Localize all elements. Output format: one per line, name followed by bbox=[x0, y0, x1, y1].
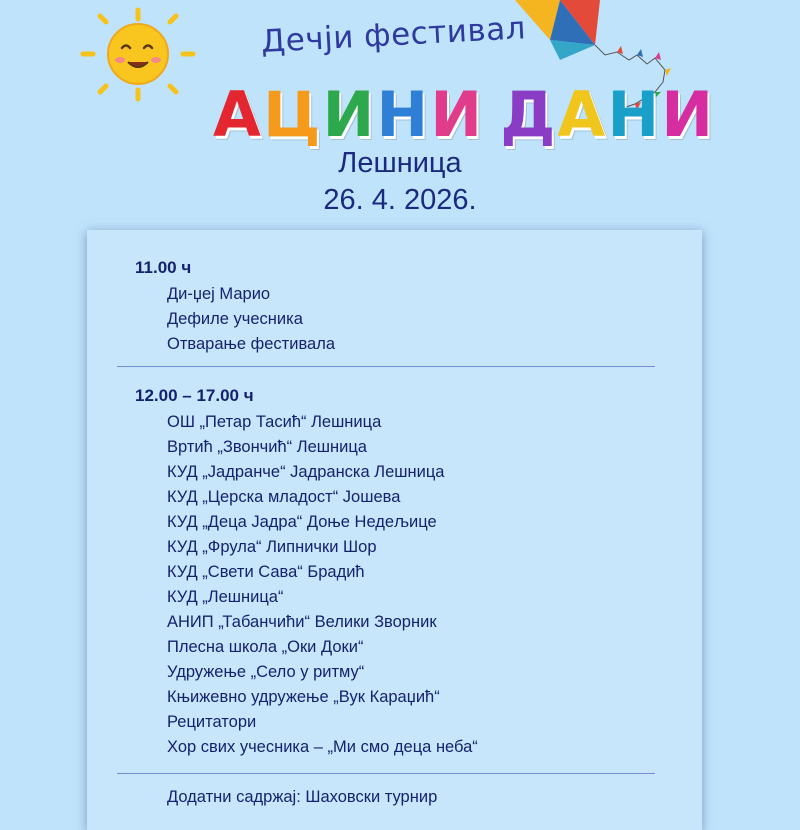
event-date: 26. 4. 2026. bbox=[323, 184, 477, 216]
program-item: Хор свих учесника – „Ми смо деца неба“ bbox=[167, 738, 478, 756]
title-letter: А bbox=[557, 78, 608, 151]
title-letter: И bbox=[661, 78, 716, 151]
program-item: КУД „Деца Јадра“ Доње Недељице bbox=[167, 513, 437, 531]
title-letter: И bbox=[322, 78, 377, 151]
divider bbox=[117, 366, 655, 367]
session-time: 12.00 – 17.00 ч bbox=[135, 386, 254, 405]
program-item: ОШ „Петар Тасић“ Лешница bbox=[167, 413, 382, 431]
program-item: КУД „Јадранче“ Јадранска Лешница bbox=[167, 463, 445, 481]
program-item: Рецитатори bbox=[167, 713, 257, 731]
program-item: Ди-џеј Марио bbox=[167, 285, 271, 303]
program-item: КУД „Свети Сава“ Брадић bbox=[167, 563, 365, 581]
program-card bbox=[87, 230, 702, 830]
title-letter: Н bbox=[376, 78, 431, 151]
program-item: Удружење „Село у ритму“ bbox=[167, 663, 365, 681]
title-letter bbox=[484, 80, 500, 150]
program-item: Дефиле учесника bbox=[167, 310, 303, 328]
session-time: 11.00 ч bbox=[135, 258, 192, 277]
divider bbox=[117, 773, 655, 774]
program-item: АНИП „Табанчићи“ Велики Зворник bbox=[167, 613, 437, 631]
program-item: Отварање фестивала bbox=[167, 335, 336, 353]
extra-content: Додатни садржај: Шаховски турнир bbox=[167, 788, 438, 806]
program-item: КУД „Лешница“ bbox=[167, 588, 284, 606]
festival-title bbox=[213, 80, 715, 150]
program-item: Књижевно удружење „Вук Караџић“ bbox=[167, 688, 440, 706]
festival-subtitle: Дечји фестивал bbox=[260, 10, 527, 60]
title-letter: Н bbox=[607, 78, 662, 151]
title-letter: Д bbox=[500, 78, 558, 151]
program-item: Плесна школа „Оки Доки“ bbox=[167, 638, 364, 656]
program-item: Вртић „Звончић“ Лешница bbox=[167, 438, 367, 456]
title-letter: А bbox=[213, 78, 263, 151]
program-item: КУД „Церска младост“ Јошева bbox=[167, 488, 401, 506]
title-letter: Ц bbox=[262, 78, 323, 151]
smiling-sun-icon bbox=[78, 4, 198, 104]
location: Лешница bbox=[338, 147, 462, 179]
title-letter: И bbox=[430, 78, 485, 151]
program-item: КУД „Фрула“ Липнички Шор bbox=[167, 538, 377, 556]
